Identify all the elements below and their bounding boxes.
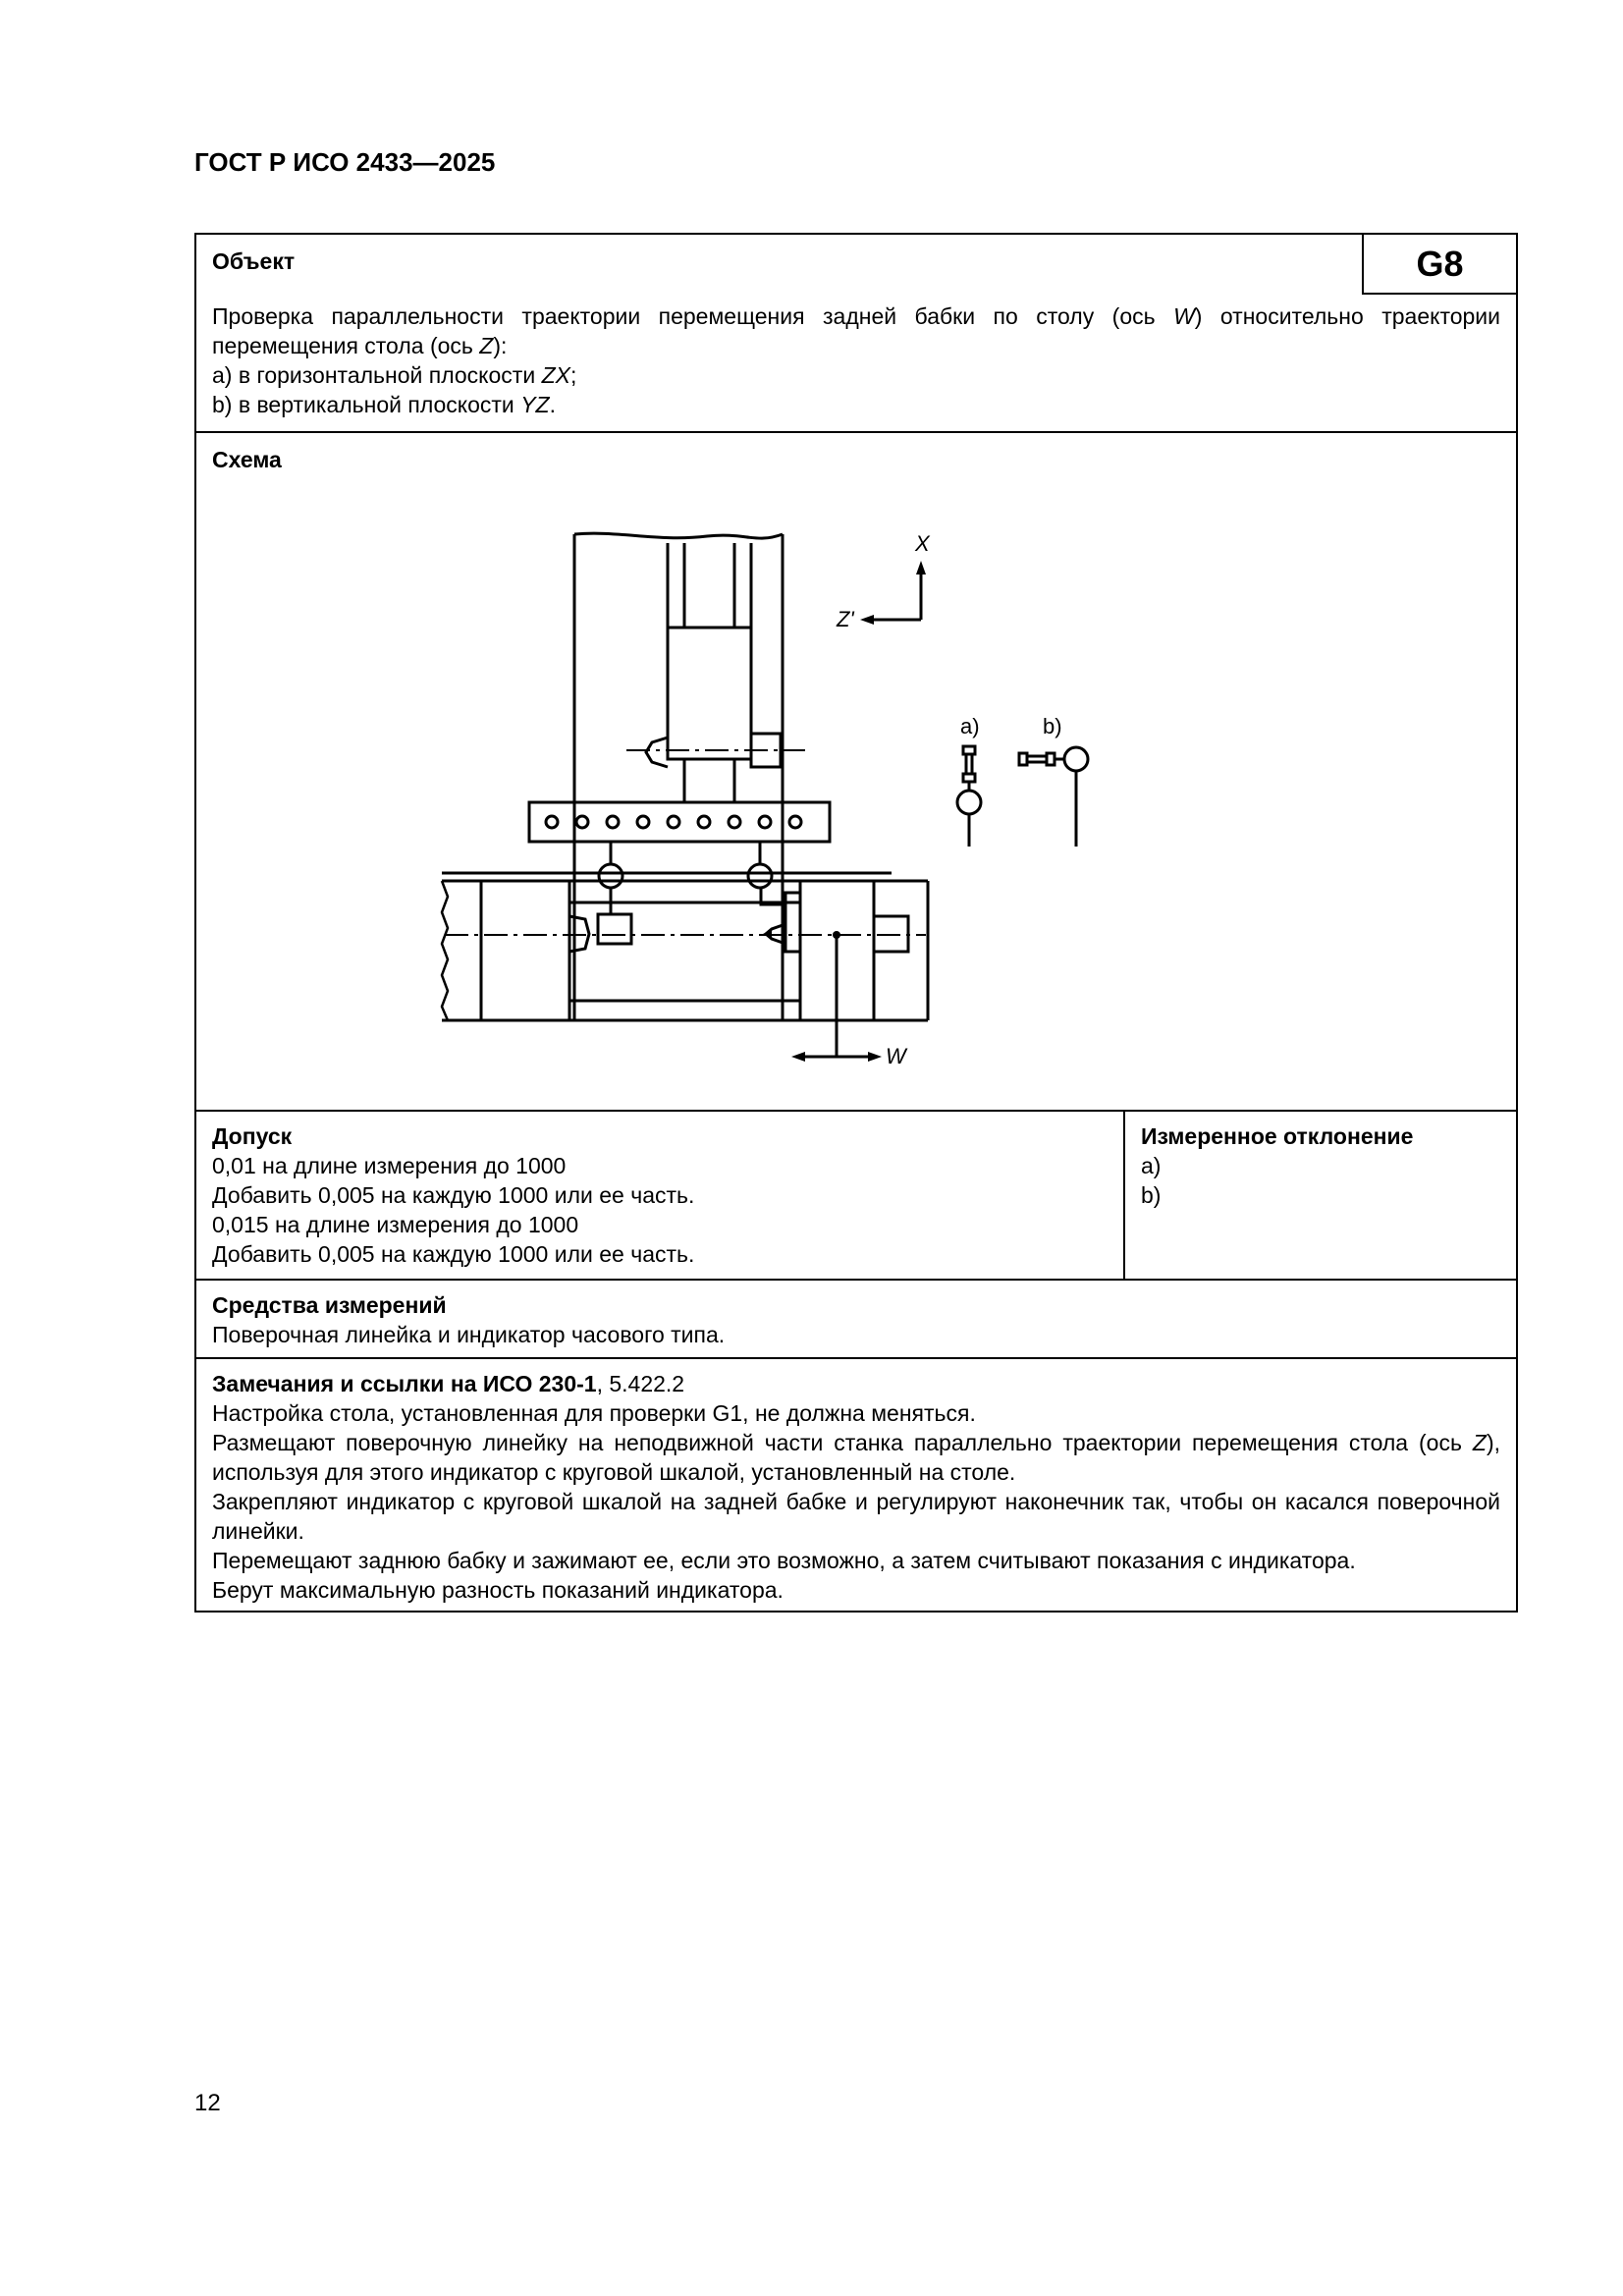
axis-w-label: W bbox=[886, 1044, 906, 1068]
object-main-text: Проверка параллельности траектории перемещения задней бабки по столу (ось W) относительно траектории перемещения стола (ось Z): bbox=[212, 303, 1500, 358]
notes-heading: Замечания и ссылки на ИСО 230-1, 5.422.2 bbox=[212, 1371, 685, 1396]
tolerance-section bbox=[196, 1112, 1516, 1281]
check-code: G8 bbox=[1362, 235, 1516, 295]
notes-section bbox=[196, 1359, 1516, 1611]
notes-line: Закрепляют индикатор с круговой шкалой на задней бабке и регулируют наконечник так, чтобы он касался поверочной линейки. bbox=[212, 1489, 1500, 1544]
notes-line: Размещают поверочную линейку на неподвижной части станка параллельно траектории перемещения стола (ось Z), используя для этого индикатор с круговой шкалой, установленный на столе. bbox=[212, 1430, 1500, 1485]
axis-x-label: X bbox=[915, 531, 930, 556]
object-item-a: a) в горизонтальной плоскости ZX; bbox=[212, 362, 577, 388]
measuring-label: Средства измерений bbox=[212, 1292, 447, 1318]
tolerance-line: 0,015 на длине измерения до 1000 bbox=[212, 1212, 579, 1237]
object-label: Объект bbox=[212, 248, 296, 274]
scheme-section bbox=[196, 433, 1516, 1112]
tolerance-line: Добавить 0,005 на каждую 1000 или ее часть. bbox=[212, 1241, 695, 1267]
deviation-item: b) bbox=[1141, 1182, 1162, 1208]
deviation-label: Измеренное отклонение bbox=[1141, 1123, 1414, 1149]
deviation-cell bbox=[1125, 1112, 1516, 1279]
deviation-item: a) bbox=[1141, 1153, 1162, 1178]
tolerance-cell bbox=[196, 1112, 1125, 1279]
object-item-b: b) в вертикальной плоскости YZ. bbox=[212, 392, 556, 417]
notes-line: Берут максимальную разность показаний индикатора. bbox=[212, 1577, 784, 1603]
document-header: ГОСТ Р ИСО 2433—2025 bbox=[194, 147, 496, 177]
page-number: 12 bbox=[194, 2090, 221, 2116]
indicator-b-label: b) bbox=[1043, 714, 1062, 738]
notes-line: Перемещают заднюю бабку и зажимают ее, если это возможно, а затем считывают показания с индикатора. bbox=[212, 1548, 1356, 1573]
scheme-drawing bbox=[196, 433, 1516, 1110]
scheme-label: Схема bbox=[212, 447, 282, 472]
notes-line: Настройка стола, установленная для проверки G1, не должна меняться. bbox=[212, 1400, 976, 1426]
tolerance-label: Допуск bbox=[212, 1123, 293, 1149]
check-table bbox=[194, 233, 1518, 1613]
object-description bbox=[212, 301, 1500, 419]
measuring-section bbox=[196, 1281, 1516, 1359]
tolerance-line: 0,01 на длине измерения до 1000 bbox=[212, 1153, 567, 1178]
axis-z-label: Z' bbox=[837, 607, 854, 631]
measuring-text: Поверочная линейка и индикатор часового типа. bbox=[212, 1322, 726, 1347]
object-section bbox=[196, 235, 1516, 433]
indicator-a-label: a) bbox=[960, 714, 980, 738]
tolerance-line: Добавить 0,005 на каждую 1000 или ее часть. bbox=[212, 1182, 695, 1208]
